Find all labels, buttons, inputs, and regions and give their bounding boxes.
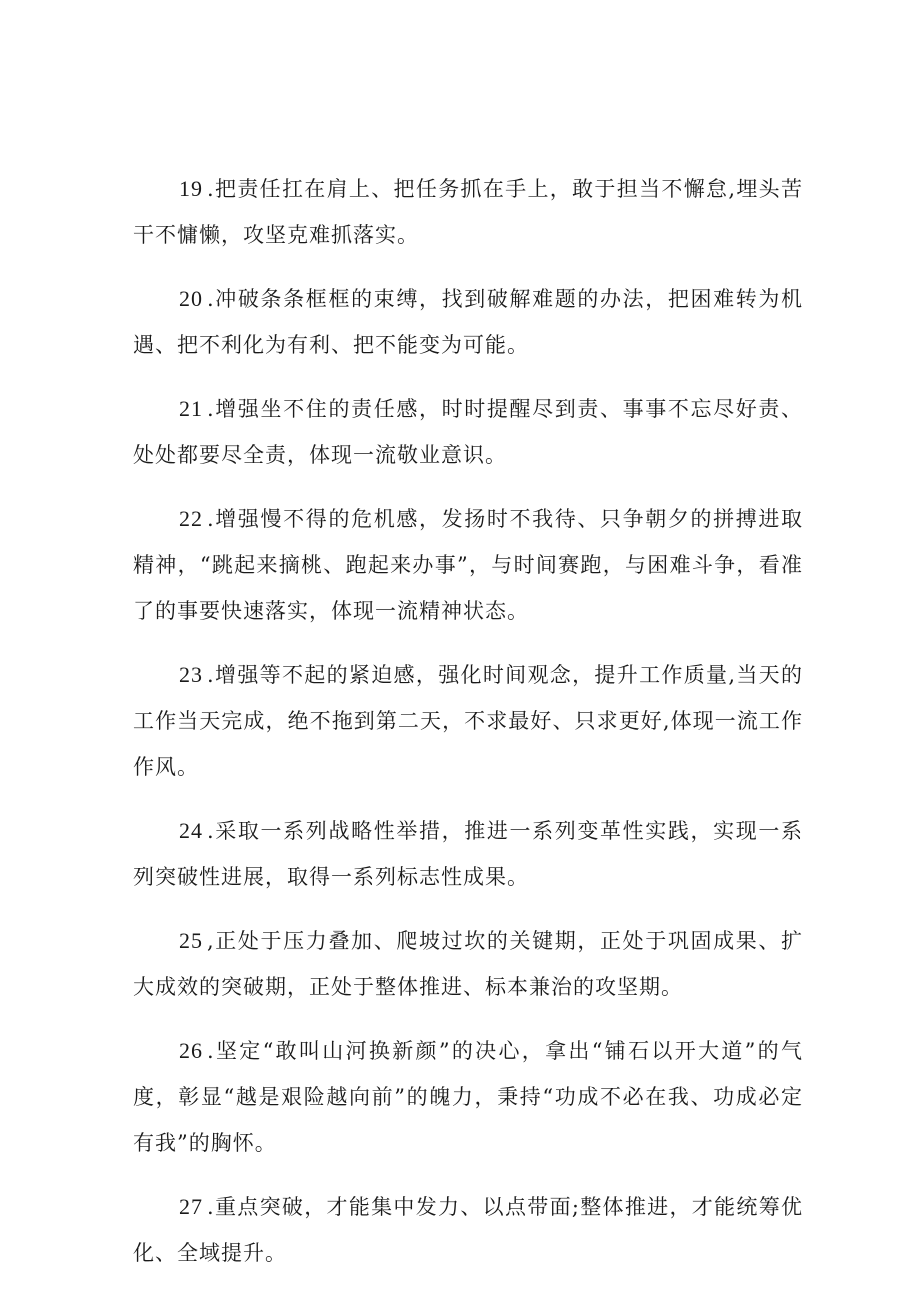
item-text: .把责任扛在肩上、把任务抓在手上，敢于担当不懈怠,埋头苦干不慵懒，攻坚克难抓落实。 bbox=[133, 177, 803, 247]
list-item bbox=[133, 496, 803, 634]
item-number: 20 bbox=[179, 286, 203, 311]
item-number: 22 bbox=[179, 506, 203, 531]
item-text: .重点突破，才能集中发力、以点带面;整体推进，才能统筹优化、全域提升。 bbox=[133, 1195, 803, 1265]
item-text: .增强慢不得的危机感，发扬时不我待、只争朝夕的拼搏进取精神，“跳起来摘桃、跑起来办事”，与时间赛跑，与困难斗争，看准了的事要快速落实，体现一流精神状态。 bbox=[133, 507, 803, 623]
list-item bbox=[133, 386, 803, 478]
list-item bbox=[133, 808, 803, 900]
item-text: ,正处于压力叠加、爬坡过坎的关键期，正处于巩固成果、扩大成效的突破期，正处于整体推进、标本兼治的攻坚期。 bbox=[133, 929, 803, 999]
item-text: .采取一系列战略性举措，推进一系列变革性实践，实现一系列突破性进展，取得一系列标志性成果。 bbox=[133, 819, 803, 889]
item-number: 21 bbox=[179, 396, 203, 421]
item-number: 19 bbox=[179, 176, 203, 201]
item-number: 27 bbox=[179, 1194, 203, 1219]
item-number: 26 bbox=[179, 1038, 203, 1063]
item-text: .增强坐不住的责任感，时时提醒尽到责、事事不忘尽好责、处处都要尽全责，体现一流敬业意识。 bbox=[133, 397, 803, 467]
list-item bbox=[133, 1028, 803, 1166]
item-text: .冲破条条框框的束缚，找到破解难题的办法，把困难转为机遇、把不利化为有利、把不能变为可能。 bbox=[133, 287, 803, 357]
list-item bbox=[133, 166, 803, 258]
item-number: 25 bbox=[179, 928, 203, 953]
list-item bbox=[133, 918, 803, 1010]
document-body bbox=[133, 166, 803, 1294]
list-item bbox=[133, 276, 803, 368]
list-item bbox=[133, 1184, 803, 1276]
list-item bbox=[133, 652, 803, 790]
item-text: .增强等不起的紧迫感，强化时间观念，提升工作质量,当天的工作当天完成，绝不拖到第二天，不求最好、只求更好,体现一流工作作风。 bbox=[133, 663, 803, 779]
item-text: .坚定“敢叫山河换新颜”的决心，拿出“铺石以开大道”的气度，彰显“越是艰险越向前”的魄力，秉持“功成不必在我、功成必定有我”的胸怀。 bbox=[133, 1039, 803, 1155]
item-number: 24 bbox=[179, 818, 203, 843]
item-number: 23 bbox=[179, 662, 203, 687]
